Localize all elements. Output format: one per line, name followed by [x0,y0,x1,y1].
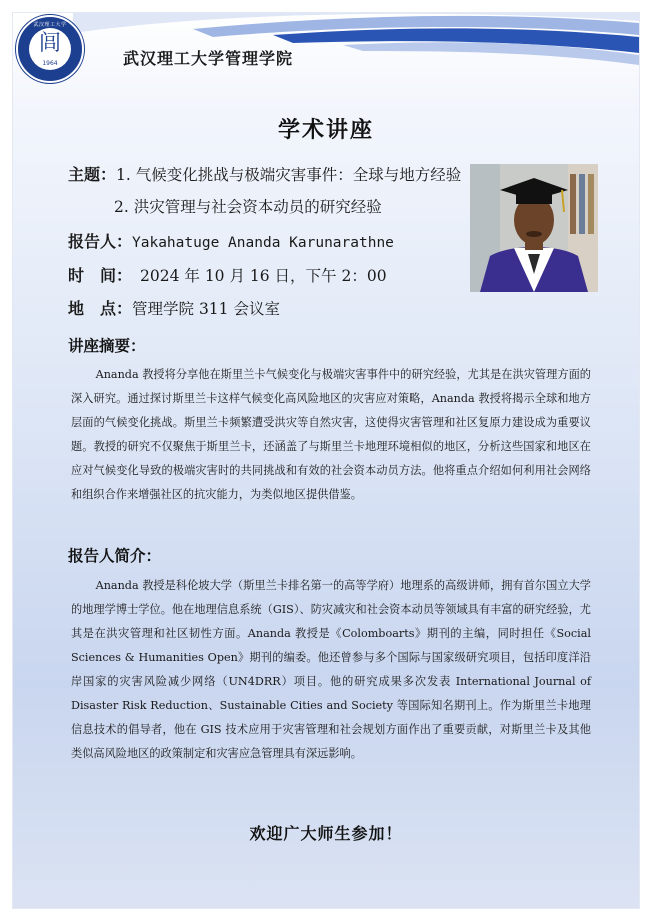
location-line [68,296,280,319]
location-label: 地 点： [68,299,133,318]
school-name: 武汉理工大学管理学院 [123,49,294,68]
topic-line-1 [68,162,461,185]
university-logo [16,15,84,83]
topic-label: 主题： [68,165,117,184]
abstract-paragraph: Ananda 教授将分享他在斯里兰卡气候变化与极端灾害事件中的研究经验，尤其是在洪灾管理方面的深入研究。通过探讨斯里兰卡这样气候变化高风险地区的灾害应对策略，Ananda 教授将揭示全球和地方层面的气候变化挑战。斯里兰卡频繁遭受洪灾等自然灾害，这使得灾害管理和社区复原力建设成为重要议题。教授的研究不仅聚焦于斯里兰卡，还涵盖了与斯里兰卡地理环境相似的地区，分析这些国家和地区在应对气候变化导致的极端灾害时的共同挑战和有效的社会资本动员方法。他将重点介绍如何利用社会网络和组织合作来增强社区的抗灾能力，为类似地区提供借鉴。 [71,368,591,501]
time-label: 时 间： [68,266,133,285]
logo-year: 1964 [42,60,58,67]
speaker-name: Yakahatuge Ananda Karunarathne [132,235,394,251]
speaker-line [68,229,394,252]
closing-welcome: 欢迎广大师生参加！ [249,824,403,843]
topic-item-1: 1. 气候变化挑战与极端灾害事件：全球与地方经验 [116,166,462,184]
time-line [68,263,387,286]
location-value: 管理学院 311 会议室 [132,300,280,318]
speaker-photo [470,164,598,292]
bio-paragraph: Ananda 教授是科伦坡大学（斯里兰卡排名第一的高等学府）地理系的高级讲师，拥有首尔国立大学的地理学博士学位。他在地理信息系统（GIS）、防灾减灾和社会资本动员等领域具有丰富的研究经验，尤其是在洪灾管理和社区韧性方面。Ananda 教授是《Colomboarts》期刊的主编，同时担任《Social Sciences & Humanities Open》期刊的编委。他还曾参与多个国际与国家级研究项目，包括印度洋沿岸国家的灾害风险减少网络（UN4DRR）项目。他的研究成果多次发表 International Journal of Disaster Risk Reduction、Sustainable Cities and Society 等国际知名期刊上。作为斯里兰卡地理信息技术的倡导者，他在 GIS 技术应用于灾害管理和社会规划方面作出了重要贡献，对斯里兰卡及其他类似高风险地区的政策制定和灾害应急管理具有深远影响。 [71,579,591,760]
topic-item-2: 2. 洪灾管理与社会资本动员的研究经验 [114,198,382,216]
speaker-label: 报告人： [68,232,133,251]
logo-ring-text: 武汉理工大学 [33,22,67,28]
bio-heading: 报告人简介： [68,547,162,565]
abstract-heading: 讲座摘要： [68,337,146,355]
logo-gate-icon: 闾 [38,31,61,56]
logo-emblem [29,28,71,70]
time-value: 2024 年 10 月 16 日，下午 2：00 [140,267,387,285]
topic-line-2 [114,195,382,217]
poster-title: 学术讲座 [277,118,374,143]
lecture-poster [12,12,640,909]
header-swoosh-decoration [13,13,639,103]
